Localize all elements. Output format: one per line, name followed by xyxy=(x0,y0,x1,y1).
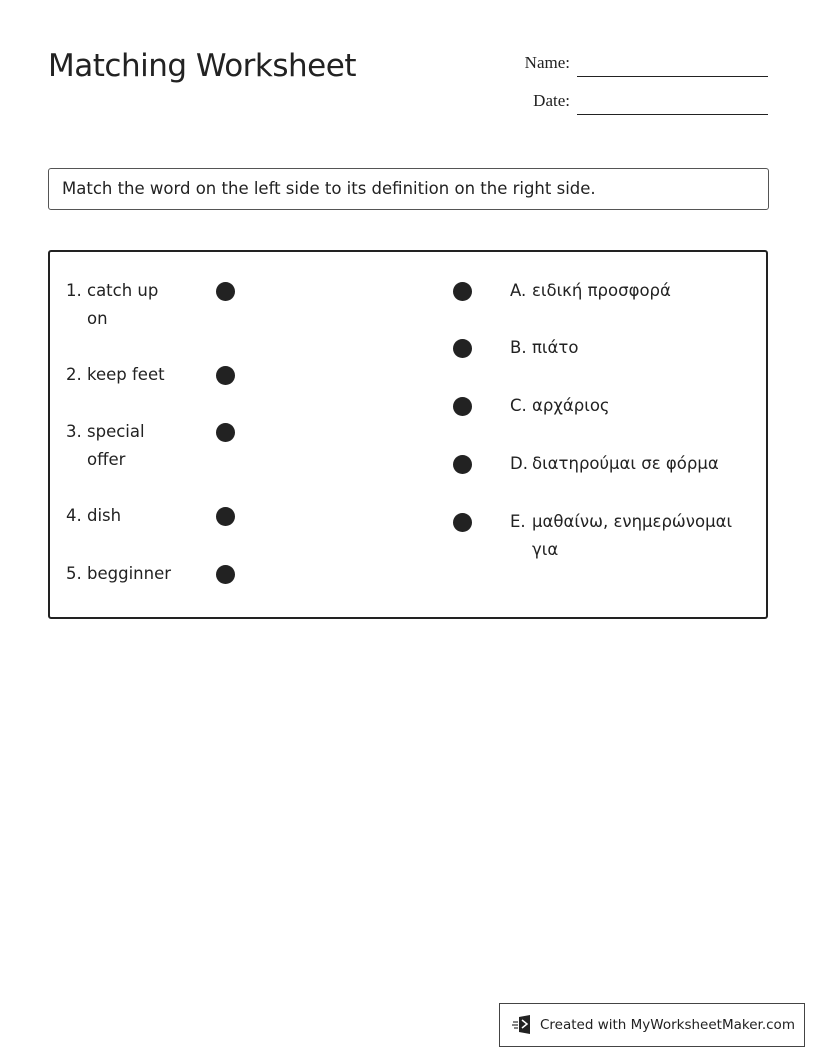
right-match-dot[interactable] xyxy=(453,339,472,358)
left-match-dot[interactable] xyxy=(216,423,235,442)
name-input-line[interactable] xyxy=(577,76,768,77)
item-number: 2. xyxy=(66,365,82,384)
right-match-dot[interactable] xyxy=(453,282,472,301)
left-match-dot[interactable] xyxy=(216,565,235,584)
item-text: ειδική προσφορά xyxy=(532,281,671,300)
item-text: για xyxy=(532,540,559,559)
item-number: B. xyxy=(510,338,527,357)
name-label: Name: xyxy=(524,53,570,72)
item-text: special xyxy=(87,422,145,441)
right-match-dot[interactable] xyxy=(453,455,472,474)
item-number: A. xyxy=(510,281,527,300)
item-number: D. xyxy=(510,454,528,473)
date-label: Date: xyxy=(533,91,570,110)
item-text: begginner xyxy=(87,564,172,583)
item-number: C. xyxy=(510,396,527,415)
worksheet-logo-icon xyxy=(512,1014,534,1036)
item-text: catch up xyxy=(87,281,159,300)
item-text: on xyxy=(87,309,108,328)
item-number: 5. xyxy=(66,564,82,583)
left-match-dot[interactable] xyxy=(216,507,235,526)
item-text: αρχάριος xyxy=(532,396,610,415)
item-text: πιάτο xyxy=(532,338,579,357)
footer-text: Created with MyWorksheetMaker.com xyxy=(540,1017,795,1033)
date-input-line[interactable] xyxy=(577,114,768,115)
item-number: 4. xyxy=(66,506,82,525)
left-match-dot[interactable] xyxy=(216,282,235,301)
item-text: keep feet xyxy=(87,365,165,384)
footer-badge[interactable] xyxy=(499,1003,805,1047)
right-match-dot[interactable] xyxy=(453,513,472,532)
instructions: Match the word on the left side to its definition on the right side. xyxy=(48,168,769,210)
item-text: μαθαίνω, ενημερώνομαι xyxy=(532,512,733,531)
item-text: διατηρούμαι σε φόρμα xyxy=(532,454,719,473)
right-match-dot[interactable] xyxy=(453,397,472,416)
item-number: 1. xyxy=(66,281,82,300)
page-title: Matching Worksheet xyxy=(48,48,356,84)
item-number: 3. xyxy=(66,422,82,441)
left-match-dot[interactable] xyxy=(216,366,235,385)
item-text: offer xyxy=(87,450,126,469)
item-text: dish xyxy=(87,506,122,525)
item-number: E. xyxy=(510,512,526,531)
